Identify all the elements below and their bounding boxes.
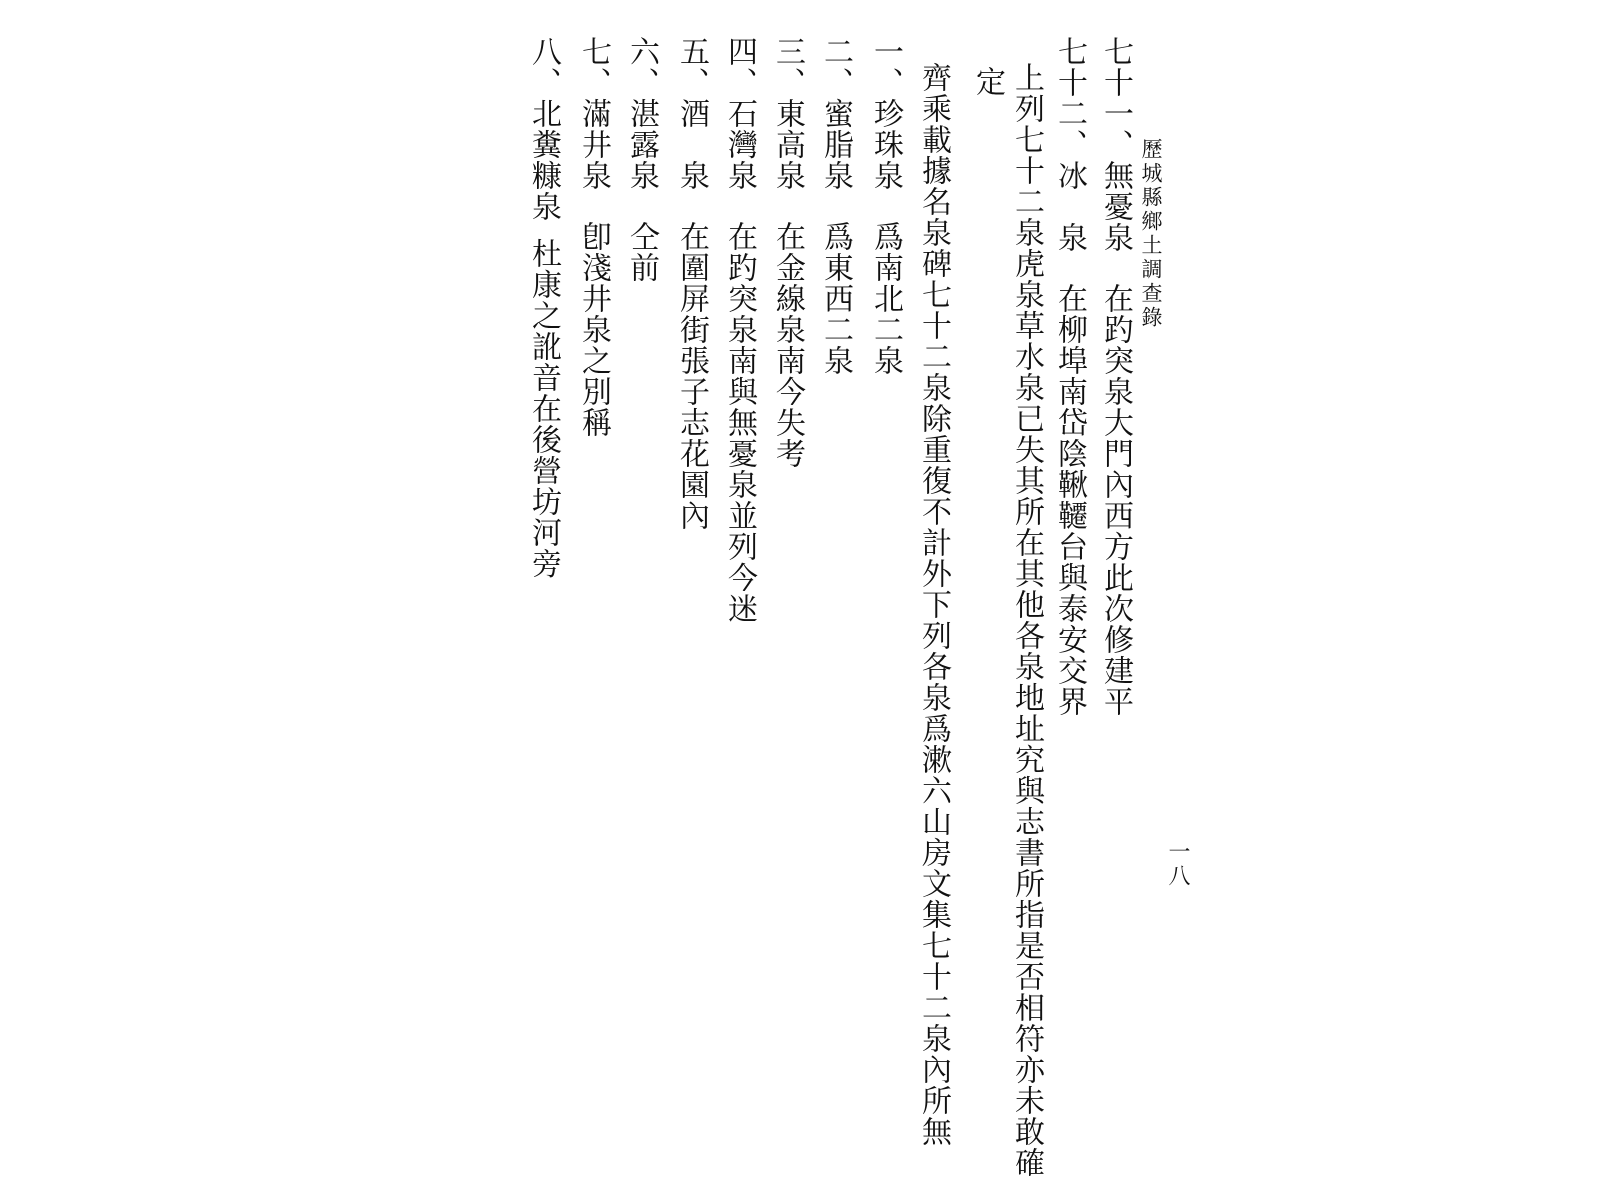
list-item-1 bbox=[868, 36, 903, 376]
item-name: 酒 泉 bbox=[674, 98, 709, 191]
item-number: 八、 bbox=[526, 36, 561, 98]
list-item-5 bbox=[674, 36, 709, 531]
paragraph-line-2: 齊乘載據名泉碑七十二泉除重復不計外下列各泉爲漱六山房文集七十二泉內所無 bbox=[916, 62, 951, 1147]
item-name: 蜜脂泉 bbox=[818, 98, 853, 191]
item-number: 六、 bbox=[624, 36, 659, 98]
item-name: 珍珠泉 bbox=[868, 98, 903, 191]
item-number: 二、 bbox=[818, 36, 853, 98]
list-item-6 bbox=[624, 36, 659, 283]
entry-71 bbox=[1098, 36, 1133, 717]
item-name: 滿井泉 bbox=[576, 98, 611, 191]
continuation-text: 定 bbox=[970, 66, 1005, 97]
entry-number: 七十二、 bbox=[1052, 36, 1087, 160]
item-number: 四、 bbox=[722, 36, 757, 98]
running-title: 歷城縣鄉土調查錄 bbox=[1139, 138, 1163, 330]
item-description: 在圍屏街張子志花園內 bbox=[674, 221, 709, 531]
item-name: 湛露泉 bbox=[624, 98, 659, 191]
item-number: 三、 bbox=[770, 36, 805, 98]
item-description: 爲南北二泉 bbox=[868, 221, 903, 376]
entry-name: 冰 泉 bbox=[1052, 160, 1087, 253]
entry-name: 無憂泉 bbox=[1098, 160, 1133, 253]
item-number: 七、 bbox=[576, 36, 611, 98]
entry-72 bbox=[1052, 36, 1087, 717]
item-name: 北糞糠泉 bbox=[526, 98, 561, 222]
entry-description: 在柳埠南岱陰鞦韆台與泰安交界 bbox=[1052, 283, 1087, 717]
paragraph-line-1: 上列七十二泉虎泉草水泉已失其所在其他各泉地址究與志書所指是否相符亦未敢確 bbox=[1009, 62, 1044, 1178]
list-item-2 bbox=[818, 36, 853, 376]
item-description: 在趵突泉南與無憂泉並列今迷 bbox=[722, 221, 757, 624]
item-description: 仝前 bbox=[624, 221, 659, 283]
list-item-8 bbox=[526, 36, 561, 579]
item-description: 在金線泉南今失考 bbox=[770, 221, 805, 469]
item-name: 東高泉 bbox=[770, 98, 805, 191]
page-number: 一八 bbox=[1165, 840, 1190, 888]
entry-number: 七十一、 bbox=[1098, 36, 1133, 160]
item-number: 一、 bbox=[868, 36, 903, 98]
list-item-4 bbox=[722, 36, 757, 624]
item-number: 五、 bbox=[674, 36, 709, 98]
list-item-3 bbox=[770, 36, 805, 469]
item-description: 爲東西二泉 bbox=[818, 221, 853, 376]
item-description: 杜康之訛音在後營坊河旁 bbox=[526, 238, 561, 579]
entry-description: 在趵突泉大門內西方此次修建平 bbox=[1098, 283, 1133, 717]
item-description: 卽淺井泉之別稱 bbox=[576, 221, 611, 438]
item-name: 石灣泉 bbox=[722, 98, 757, 191]
list-item-7 bbox=[576, 36, 611, 438]
